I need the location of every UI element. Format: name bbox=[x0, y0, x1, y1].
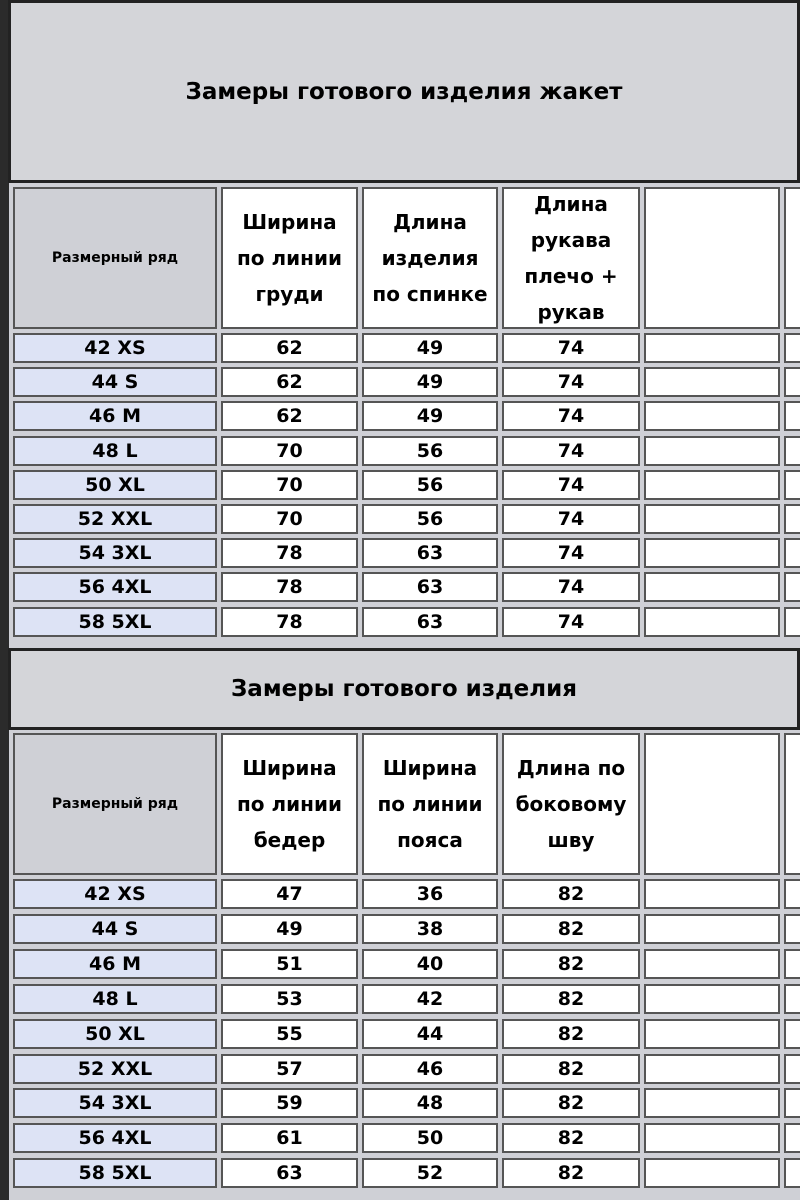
row-edge-cell bbox=[784, 1088, 800, 1118]
measurement-cell bbox=[644, 1019, 780, 1049]
measurement-cell bbox=[644, 914, 780, 944]
size-label-cell: 42 XS bbox=[13, 333, 217, 363]
row-edge-cell bbox=[784, 949, 800, 979]
measurement-cell bbox=[644, 470, 780, 500]
size-label-cell: 42 XS bbox=[13, 879, 217, 909]
size-label-cell: 50 XL bbox=[13, 470, 217, 500]
size-label-cell: 46 M bbox=[13, 401, 217, 431]
column-header: Ширина по линии груди bbox=[221, 187, 358, 329]
measurement-cell bbox=[644, 401, 780, 431]
measurement-cell: 47 bbox=[221, 879, 358, 909]
measurement-cell: 42 bbox=[362, 984, 498, 1014]
measurement-cell bbox=[644, 436, 780, 466]
measurement-cell: 63 bbox=[221, 1158, 358, 1188]
measurement-cell: 78 bbox=[221, 607, 358, 637]
measurement-cell bbox=[644, 572, 780, 602]
measurement-cell: 46 bbox=[362, 1054, 498, 1084]
measurement-cell: 70 bbox=[221, 470, 358, 500]
row-edge-cell bbox=[784, 470, 800, 500]
measurement-cell: 44 bbox=[362, 1019, 498, 1049]
size-label-cell: 44 S bbox=[13, 914, 217, 944]
size-label-cell: 54 3XL bbox=[13, 538, 217, 568]
row-edge-cell bbox=[784, 367, 800, 397]
measurement-cell bbox=[644, 607, 780, 637]
measurement-cell: 49 bbox=[362, 367, 498, 397]
measurement-cell: 38 bbox=[362, 914, 498, 944]
row-edge-cell bbox=[784, 401, 800, 431]
measurement-cell: 61 bbox=[221, 1123, 358, 1153]
measurement-cell: 74 bbox=[502, 470, 640, 500]
size-label-cell: 46 M bbox=[13, 949, 217, 979]
measurement-cell: 62 bbox=[221, 401, 358, 431]
measurement-cell: 82 bbox=[502, 1123, 640, 1153]
column-header-size-range: Размерный ряд bbox=[13, 187, 217, 329]
measurement-cell bbox=[644, 367, 780, 397]
size-label-cell: 56 4XL bbox=[13, 572, 217, 602]
measurement-cell: 82 bbox=[502, 1088, 640, 1118]
measurement-cell: 59 bbox=[221, 1088, 358, 1118]
measurement-cell: 82 bbox=[502, 1019, 640, 1049]
column-header: Длина по боковому шву bbox=[502, 733, 640, 875]
measurement-cell bbox=[644, 879, 780, 909]
measurement-cell: 74 bbox=[502, 504, 640, 534]
measurement-cell bbox=[644, 504, 780, 534]
measurement-cell: 74 bbox=[502, 607, 640, 637]
row-edge-cell bbox=[784, 879, 800, 909]
measurement-cell: 55 bbox=[221, 1019, 358, 1049]
measurement-cell: 50 bbox=[362, 1123, 498, 1153]
measurement-cell: 56 bbox=[362, 470, 498, 500]
measurement-cell bbox=[644, 1054, 780, 1084]
row-edge-cell bbox=[784, 607, 800, 637]
row-edge-cell bbox=[784, 984, 800, 1014]
measurement-cell: 74 bbox=[502, 367, 640, 397]
measurement-cell: 63 bbox=[362, 538, 498, 568]
measurement-cell: 82 bbox=[502, 914, 640, 944]
measurement-cell: 57 bbox=[221, 1054, 358, 1084]
size-label-cell: 56 4XL bbox=[13, 1123, 217, 1153]
measurement-cell: 74 bbox=[502, 436, 640, 466]
measurement-cell: 78 bbox=[221, 572, 358, 602]
measurement-cell: 74 bbox=[502, 401, 640, 431]
measurement-cell: 74 bbox=[502, 538, 640, 568]
measurement-cell: 74 bbox=[502, 572, 640, 602]
row-edge-cell bbox=[784, 572, 800, 602]
measurement-cell bbox=[644, 333, 780, 363]
row-edge-cell bbox=[784, 914, 800, 944]
column-header-size-range: Размерный ряд bbox=[13, 733, 217, 875]
measurement-cell bbox=[644, 984, 780, 1014]
measurement-cell bbox=[644, 538, 780, 568]
column-header: Длина изделия по спинке bbox=[362, 187, 498, 329]
measurement-cell: 48 bbox=[362, 1088, 498, 1118]
measurement-cell: 53 bbox=[221, 984, 358, 1014]
row-edge-cell bbox=[784, 1054, 800, 1084]
measurement-cell bbox=[644, 1123, 780, 1153]
row-edge-cell bbox=[784, 538, 800, 568]
table-title-band bbox=[8, 0, 800, 183]
measurement-cell: 78 bbox=[221, 538, 358, 568]
row-edge-cell bbox=[784, 1123, 800, 1153]
size-label-cell: 44 S bbox=[13, 367, 217, 397]
size-label-cell: 48 L bbox=[13, 436, 217, 466]
measurement-cell: 63 bbox=[362, 607, 498, 637]
measurement-cell: 70 bbox=[221, 504, 358, 534]
column-header-edge bbox=[784, 187, 800, 329]
column-header: Длина рукава плечо + рукав bbox=[502, 187, 640, 329]
measurement-cell: 49 bbox=[362, 401, 498, 431]
measurement-cell bbox=[644, 1158, 780, 1188]
measurement-cell: 82 bbox=[502, 879, 640, 909]
measurement-cell: 74 bbox=[502, 333, 640, 363]
measurement-cell: 36 bbox=[362, 879, 498, 909]
measurement-cell: 82 bbox=[502, 1158, 640, 1188]
measurement-cell bbox=[644, 1088, 780, 1118]
measurement-cell: 62 bbox=[221, 367, 358, 397]
measurement-cell: 52 bbox=[362, 1158, 498, 1188]
table-title: Замеры готового изделия жакет bbox=[185, 78, 623, 105]
row-edge-cell bbox=[784, 333, 800, 363]
measurement-cell: 40 bbox=[362, 949, 498, 979]
column-header bbox=[644, 187, 780, 329]
row-edge-cell bbox=[784, 1019, 800, 1049]
size-label-cell: 50 XL bbox=[13, 1019, 217, 1049]
size-label-cell: 54 3XL bbox=[13, 1088, 217, 1118]
table-title: Замеры готового изделия bbox=[230, 676, 578, 702]
row-edge-cell bbox=[784, 1158, 800, 1188]
row-edge-cell bbox=[784, 436, 800, 466]
column-header: Ширина по линии пояса bbox=[362, 733, 498, 875]
measurement-cell: 82 bbox=[502, 984, 640, 1014]
size-label-cell: 58 5XL bbox=[13, 1158, 217, 1188]
size-label-cell: 48 L bbox=[13, 984, 217, 1014]
table-title-band bbox=[8, 648, 800, 730]
measurement-cell: 82 bbox=[502, 949, 640, 979]
measurement-cell: 56 bbox=[362, 436, 498, 466]
measurement-cell: 51 bbox=[221, 949, 358, 979]
measurement-cell: 63 bbox=[362, 572, 498, 602]
measurement-cell bbox=[644, 949, 780, 979]
measurement-cell: 82 bbox=[502, 1054, 640, 1084]
size-label-cell: 52 XXL bbox=[13, 504, 217, 534]
size-label-cell: 58 5XL bbox=[13, 607, 217, 637]
column-header-edge bbox=[784, 733, 800, 875]
column-header: Ширина по линии бедер bbox=[221, 733, 358, 875]
measurement-cell: 49 bbox=[221, 914, 358, 944]
size-label-cell: 52 XXL bbox=[13, 1054, 217, 1084]
row-edge-cell bbox=[784, 504, 800, 534]
measurement-cell: 70 bbox=[221, 436, 358, 466]
measurement-cell: 56 bbox=[362, 504, 498, 534]
measurement-cell: 62 bbox=[221, 333, 358, 363]
column-header bbox=[644, 733, 780, 875]
measurement-cell: 49 bbox=[362, 333, 498, 363]
